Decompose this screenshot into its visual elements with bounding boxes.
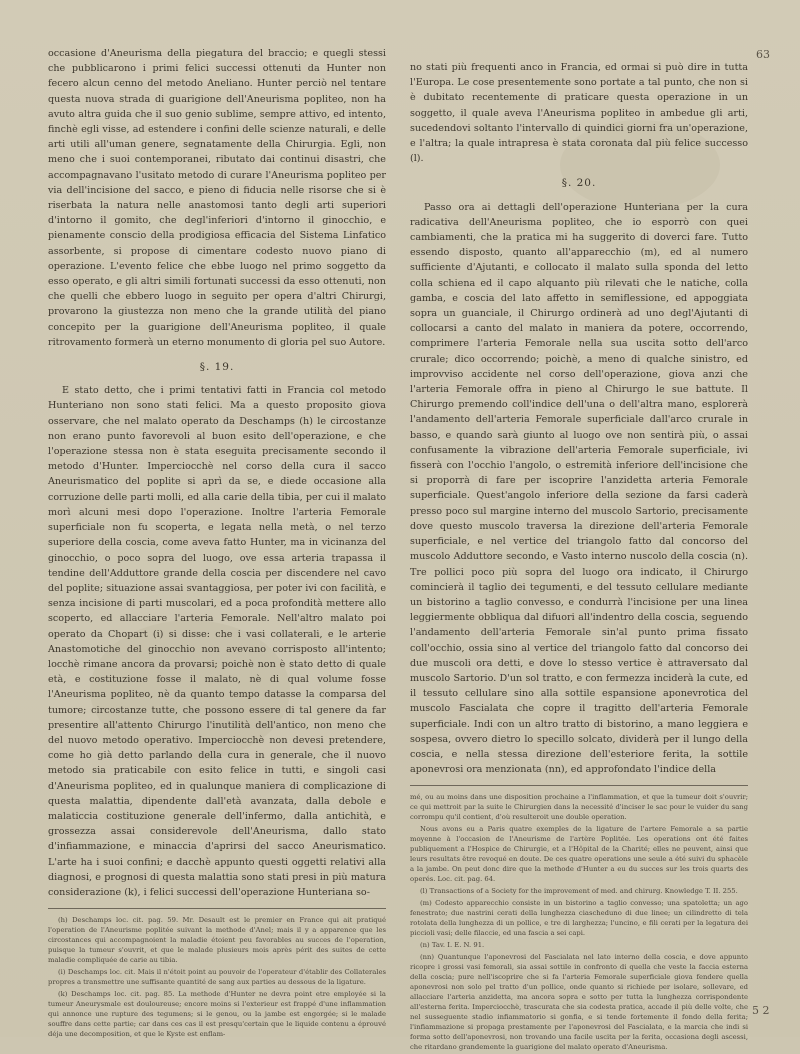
footnotes: [48, 915, 386, 1039]
paragraph: no stati più frequenti anco in Francia, ed ormai si può dire in tutta l'Europa. Le cose presentemente sono portate a tal punto, che non si è dubitato recentemente di praticare questa operazione in un soggetto, il quale aveva l'Aneurisma popliteo in ambedue gli arti, sucedendovi soltanto l'intervallo di quindici giorni fra un'operazione, e l'altra; la quale intrapresa è stata coronata dal più felice successo (l).: [410, 62, 748, 165]
section-heading: §. 20.: [561, 177, 597, 190]
footnote: (k) Deschamps loc. cit. pag. 85. La methode d'Hunter ne devra point etre employée si la tumeur Aneurysmale est douloureuse; encore moins si l'exterieur est frappé d'une inflammation qui annonce une rupture des tegumens; si le genou, ou la jambe est engorgée; si le malade souffre dans cette partie; car dans ces cas il est presqu'certain que le liquide contenu a éprouvé déja une decomposition, et que le Kyste est enflam-: [48, 990, 386, 1039]
footnote: (l) Transactions of a Society for the improvement of med. and chirurg. Knowledge T. II. 255.: [420, 887, 738, 896]
paragraph: E stato detto, che i primi tentativi fatti in Francia col metodo Hunteriano non sono stati felici. Ma a questo proposito giova osservare, che nel malato operato da Deschamps (h) le circostanze non erano punto favorevoli al buon esito dell'operazione, e che l'operazione stessa non è stata eseguita precisamente secondo il metodo d'Hunter. Imperciocchè nel corso della cura il sacco Aneurismatico del poplite si aprì da se, e diede occasione alla corruzione delle parti molli, ed alla carie della tibia, per cui il malato morì alcuni mesi dopo l'operazione. Inoltre l'arteria Femorale superficiale non fu scoperta, e legata nella metà, o nel terzo superiore della coscia, come aveva fatto Hunter, ma in vicinanza del ginocchio, o poco sopra del luogo, ove essa arteria trapassa il tendine dell'Adduttore grande della coscia per discendere nel cavo del poplite; situazione assai svantaggiosa, per poter ivi con facilità, e senza incisione di parti muscolari, ed a poca profondità mettere allo scoperto, ed allacciare l'arteria Femorale. Nell'altro malato poi operato da Chopart (i) si disse: che i vasi collaterali, e le arterie Anastomotiche del ginocchio non avevano corrisposto all'intento; locchè rimane ancora da provarsi; poichè non è stato detto di quale età, e costituzione fosse il malato, nè di qual volume fosse l'Aneurisma popliteo, nè da quanto tempo datasse la comparsa del tumore; circostanze tutte, che possono essere di tal genere da far presentire all'attento Chirurgo l'inutilità dell'antico, non meno che del nuovo metodo operativo. Imperciocchè non devesi pretendere, come ho già detto parlando della cura in generale, che il nuovo metodo sia praticabile con esito felice in tutti, e singoli casi d'Aneurisma popliteo, ed in qualunque maniera di complicazione di questa malattia, dipendente dall'età avanzata, dalla debole e malaticcia costituzione generale dell'infermo, dalla antichità, e grossezza assai considerevole dell'Aneurisma, dallo stato d'infiammazione, e minaccia d'aprirsi del sacco Aneurismatico. L'arte ha i suoi confini; e dacchè appunto questi oggetti relativi alla diagnosi, e prognosi di questa malattia sono stati presi in più matura considerazione (k), i felici successi dell'operazione Hunteriana so-: [48, 385, 386, 898]
footnote: (i) Deschamps loc. cit. Mais il n'étoit point au pouvoir de l'operateur d'établir des Collaterales propres a transmettre une suffisante quantité de sang aux parties au dessous de la ligature.: [48, 968, 386, 987]
footnote: mé, ou au moins dans une disposition prochaine a l'inflammation, et que la tumeur doit s'ouvrir; ce qui mettroit par la suite le Chirurgien dans la necessité d'inciser le sac pour le vuider du sang corrompu qu'il contient, d'où resulteroit une double operation.: [410, 793, 748, 822]
right-column: [410, 60, 748, 1054]
page-number: 63: [756, 48, 770, 61]
footnote-rule: [410, 785, 748, 786]
footnotes: [410, 792, 748, 1052]
footnote: (h) Deschamps loc. cit. pag. 59. Mr. Desault est le premier en France qui ait pratiqué l'operation de l'Aneurisme poplitée suivant la methode d'Anel; mais il y a apparence que les circostances qui accompagnoient la maladie étoient peu favorables au succes de l'operation, puisque la tumeur s'ouvrit, et que le malade plusieurs mois après périt des suites de cette maladie compliquée de carie au tibia.: [48, 916, 386, 965]
left-column: [48, 46, 386, 1041]
paragraph: Passo ora ai dettagli dell'operazione Hunteriana per la cura radicativa dell'Aneurisma popliteo, che io esporrò con quei cambiamenti, che la pratica mi ha suggerito di doverci fare. Tutto essendo disposto, quanto all'apparecchio (m), ed al numero sufficiente d'Ajutanti, e collocato il malato sulla sponda del letto colla schiena ed il capo alquanto più rilevati che le natiche, colla gamba, e coscia del lato affetto in semiflessione, ed appoggiata sopra un guanciale, il Chirurgo ordinerà ad uno degl'Ajutanti di collocarsi a canto del malato in maniera da potere, occorrendo, comprimere l'arteria Femorale nella sua uscita sotto dell'arco crurale; dico occorrendo; poichè, a meno di qualche sinistro, ed improvviso accidente nel corso dell'operazione, giova anzi che l'arteria Femorale offra in pieno al Chirurgo le sue battute. Il Chirurgo premendo coll'indice dell'una o dell'altra mano, esplorerà l'andamento dell'arteria Femorale superficiale dall'arco crurale in basso, e quando sarà giunto al luogo ove non sentirà più, o assai confusamente la vibrazione dell'arteria Femorale superficiale, ivi fisserà con l'occhio l'angolo, o estremità inferiore dell'incisione che si proporrà di fare per iscoprire l'anzidetta arteria Femorale superficiale. Quest'angolo inferiore della sezione da farsi caderà presso poco sul margine interno del muscolo Sartorio, precisamente dove questo muscolo traversa la direzione dell'arteria Femorale superficiale, e nel vertice del triangolo fatto dal concorso del muscolo Adduttore secondo, e Vasto interno nuscolo della coscia (n). Tre pollici poco più sopra del luogo ora indicato, il Chirurgo comincierà il taglio dei tegumenti, e del tessuto cellulare mediante un bistorino a taglio convesso, e condurrà l'incisione per una linea leggiermente obbliqua dal difuori all'indentro della coscia, seguendo l'andamento dell'arteria Femorale sin'al punto prima fissato coll'occhio, ossia sino al vertice del triangolo fatto dal concorso dei due muscoli ora detti, e dove lo stesso vertice è attraversato dal muscolo Sartorio. D'un sol tratto, e con fermezza inciderà la cute, ed il tessuto cellulare sino alla sottile espansione aponevrotica del muscolo Fascialata che copre il tragitto dell'arteria Femorale superficiale. Indi con un altro tratto di bistorino, a mano leggiera e sospesa, ovvero dietro lo specillo solcato, dividerà per il lungo della coscia, e nella stessa direzione dell'esteriore ferita, la sottile aponevrosi ora menzionata (nn), ed approfondato l'indice della: [410, 201, 748, 776]
footnote: (m) Codesto apparecchio consiste in un bistorino a taglio convesso; una spatoletta; un ago fenestrato; due nastrini cerati della lunghezza ciascheduno di due linee; un cilindretto di tela rotolata della lunghezza di un pollice, e tre di larghezza; l'uncino, e fili cerati per la legatura dei piccioli vasi; delle filaccie, ed una fascia a sei capi.: [410, 899, 748, 938]
footnote: Nous avons eu a Paris quatre exemples de la ligature de l'artere Femorale a sa partie moyenne à l'occasion de l'Aneurisme de l'artère Poplitée. Les operations ont été faites publiquement a l'Hospice de Chirurgie, et a l'Hôpital de la Charité; elles ne peuvent, ainsi que leurs resultats être revoqué en doute. De ces quatre operations une seule a été suivi du sphacèle a la jambe. On peut donc dire que la methode d'Hunter a eu du succes sur les trois quarts des operés. Loc. cit. pag. 64.: [410, 825, 748, 884]
footnote-rule: [48, 908, 386, 909]
signature-mark: 5 2: [752, 1004, 770, 1017]
footnote: (n) Tav. I. E. N. 91.: [420, 941, 485, 950]
footnote: (nn) Quantunque l'aponevrosi del Fascialata nel lato interno della coscia, e dove appunto ricopre i grossi vasi femorali, sia assai sottile in confronto di quella che veste la faccia esterna della coscia; pure nell'iscoprire che si fa l'arteria Femorale superficiale giova fendere quella aponevrosi non solo pel tratto d'un pollice, onde quanto si richiede per isolare, sollevare, ed allacciare l'arteria anzidetta, ma ancora sopra e sotto per tutta la lunghezza corrispondente all'esterna ferita. Imperciocchè, trascurata che sia codesta pratica, accade il più delle volte, che nel susseguente stadio infiammatorio si gonfia, e si tende fortemente il fondo della ferita; l'infiammazione si propaga prestamente per l'aponevrosi del Fascialata, e la marcia che indi si forma sotto dell'aponevrosi, non trovando una facile uscita per la ferita, occasiona degli ascessi, che ritardano grandemente la guarigione del malato operato d'Aneurisma.: [410, 953, 748, 1052]
paragraph: occasione d'Aneurisma della piegatura del braccio; e quegli stessi che pubblicarono i primi felici successi ottenuti da Hunter non fecero alcun cenno del metodo Aneliano. Hunter perciò nel tentare questa nuova strada di guarigione dell'Aneurisma popliteo, non ha avuto altra guida che il suo genio sublime, sempre attivo, ed intento, finchè egli visse, ad estendere i confini delle scienze naturali, e delle arti utili all'uman genere, segnatamente della Chirurgia. Egli, non meno che i suoi contemporanei, ributato dai continui disastri, che accompagnavano l'usitato metodo di curare l'Aneurisma popliteo per via dell'incisione del sacco, e pieno di fiducia nelle risorse che si è riserbata la natura nelle anastomosi tanto degli arti superiori d'intorno il gomito, che degl'inferiori d'intorno il ginocchio, e pienamente conscio della prodigiosa efficacia del Sistema Linfatico assorbente, si propose di cimentare codesto nuovo piano di operazione. L'evento felice che ebbe luogo nel primo soggetto da esso operato, e gli altri simili fortunati successi da esso ottenuti, non che quelli che ebbero luogo in seguito per opera d'altri Chirurgi, provarono la giustezza non meno che la grande utilità del piano concepito per la guarigione dell'Aneurisma popliteo, il quale ritrovamento formerà un eterno monumento di gloria pel suo Autore.: [48, 48, 386, 348]
section-heading: §. 19.: [199, 361, 235, 374]
